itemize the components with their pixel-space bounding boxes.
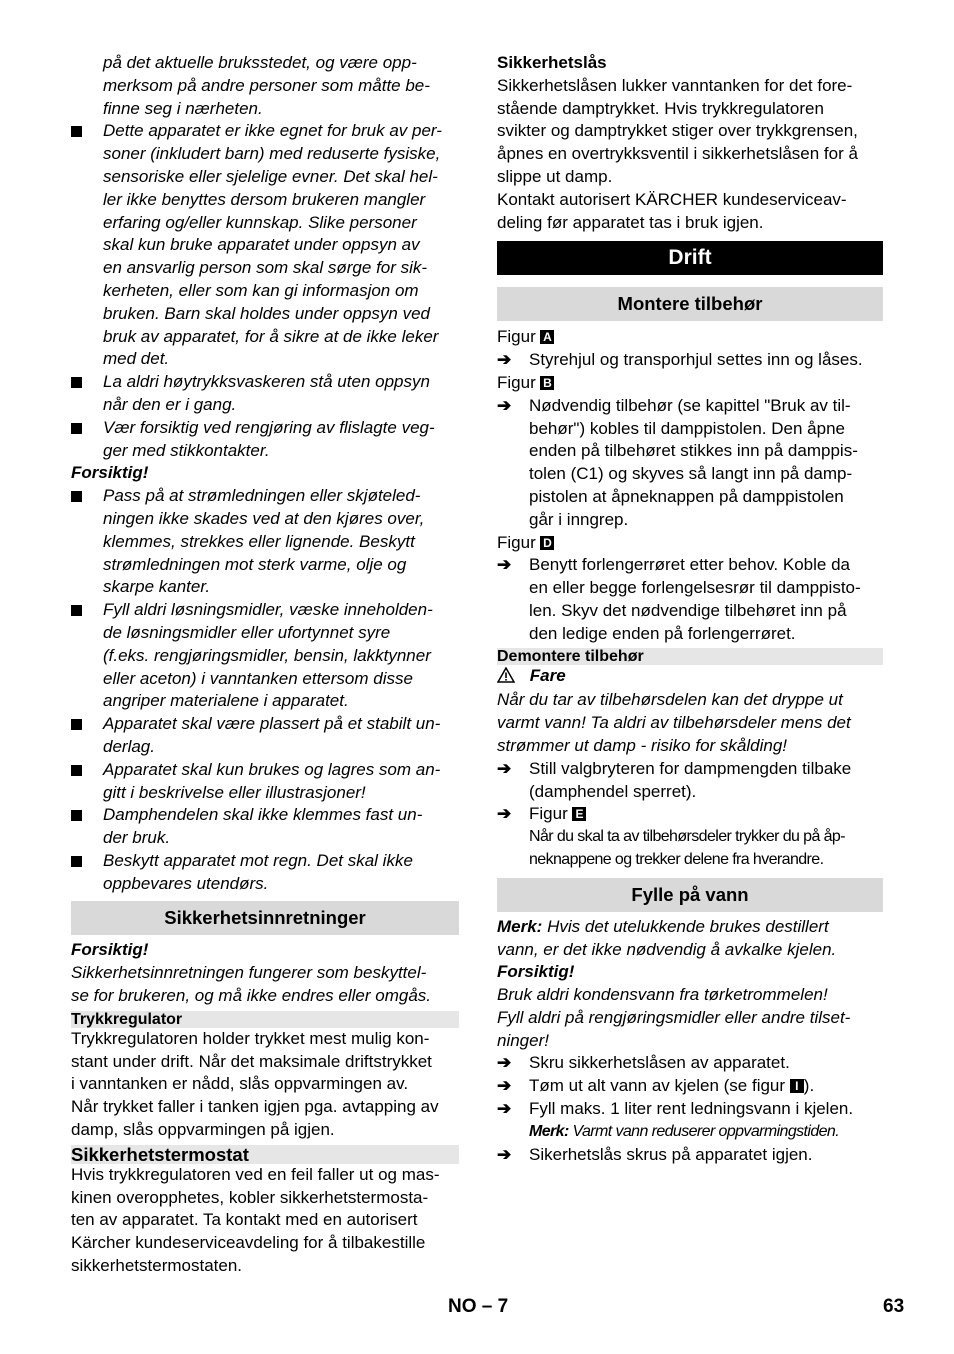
bullet-square-icon: [71, 605, 82, 616]
list-item: Dette apparatet er ikke egnet for bruk av per- soner (inkludert barn) med reduserte fysiske, sensoriske eller sjelelige evner. Det skal hel- ler ikke benyttes dersom brukeren mangler erfaring og/eller kunnskap. Slike personer skal kun bruke apparatet under oppsyn av en ansvarlig person som skal sørge for sik- kerheten, eller som kan gi informasjon om bruken. Barn skal holdes under oppsyn ved bruk av apparatet, for å sikre at de ikke leker med det.: [71, 120, 459, 371]
section-heading-safety: Sikkerhetsinnretninger: [71, 901, 459, 935]
arrow-right-icon: ➔: [497, 758, 512, 778]
list-item: ➔ Figur E Når du skal ta av tilbehørsdeler trykker du på åp- neknappene og trekker delene fra hverandre.: [497, 803, 883, 871]
page-number: 63: [883, 1296, 905, 1317]
subheading-sikkerhetslas: Sikkerhetslås: [497, 53, 607, 72]
figure-d-icon: D: [540, 536, 554, 550]
list-item: Apparatet skal være plassert på et stabilt un- derlag.: [71, 713, 459, 759]
list-item: ➔ Tøm ut alt vann av kjelen (se figur I ).: [497, 1075, 883, 1098]
bullet-square-icon: [71, 719, 82, 730]
figure-a-icon: A: [540, 330, 554, 344]
bullet-square-icon: [71, 856, 82, 867]
list-item: ➔ Benytt forlengerrøret etter behov. Koble da en eller begge forlengelsesrør til dampp​isto- len. Skyv det nødvendige tilbehøret inn på den ledige enden på forlengerrøret.: [497, 554, 883, 645]
list-item: ➔ Sikerhetslås skrus på apparatet igjen.: [497, 1144, 883, 1167]
list-item: ➔ Still valgbryteren for dampmengden tilbake (damphendel sperret).: [497, 758, 883, 804]
section-heading-fylle: Fylle på vann: [497, 878, 883, 912]
arrow-right-icon: ➔: [497, 555, 512, 575]
list-item: ➔ Styrehjul og transporhjul settes inn og låses.: [497, 349, 883, 372]
bullet-list-1: [71, 120, 459, 462]
figure-ref-a: Figur A: [497, 326, 883, 349]
bullet-square-icon: [71, 423, 82, 434]
right-column: Sikkerhetslås Sikkerhetslåsen lukker vanntanken for det fore- stående damptrykket. Hvis trykkregulatoren svikter og damptrykket stiger over trykkgrensen, åpnes en overtrykksventil i sikkerhetslåsen for å slippe ut damp. Kontakt autorisert KÄRCHER kundeserviceav- deling før apparatet tas i bruk igjen. Drift Montere tilbehør Figur A ➔ Styrehjul og transporhjul settes inn og låses. Figur B ➔ Nødvendig tilbehør (se kapittel "Bruk av til- behør") kobles til damppistolen. Den åpne enden på tilbehøret stikkes inn på damppis- tolen (C1) og skyves så langt inn på damp- pistolen at åpneknappen på damppistolen går i inngrep. Figur D ➔ Benytt forlengerrøret etter behov. Koble da en eller begge forlengelsesrør til dampp​isto- len. Skyv det nødvendige tilbehøret inn på den ledige enden på forlengerrøret. Demontere tilbehør Fare Når du tar av tilbehørsdelen kan det dryppe ut varmt vann! Ta aldri av tilbehørsdeler mens det strømmer ut damp - risiko for skålding! ➔ Still valgbryteren for dampmengden tilbake (damphendel sperret). ➔ Figur E Når du skal ta av tilbehørsdeler trykker du på åp- neknappene og trekker delene fra hverandre. Fylle på vann Merk: Hvis det utelukkende brukes destillert vann, er det ikke nødvendig å avkalke kjelen. Forsiktig! Bruk aldri kondensvann fra tørketrommelen! Fyll aldri på rengjøringsmidler eller andre tilset- ninger! ➔ Skru sikkerhetslåsen av apparatet. ➔ Tøm ut alt vann av kjelen (se figur I ). ➔ Fyll maks. 1 liter rent ledningsvann i kjelen. Merk: Varmt vann reduserer oppvarmingstiden. ➔ Sikerhetslås skrus på apparatet igjen.: [497, 52, 883, 1166]
list-item: Apparatet skal kun brukes og lagres som an- gitt i beskrivelse eller illustrasjoner!: [71, 759, 459, 805]
bullet-list-2: [71, 485, 459, 895]
list-item: La aldri høytrykksvaskeren stå uten oppsyn når den er i gang.: [71, 371, 459, 417]
arrow-right-icon: ➔: [497, 1099, 512, 1119]
list-item: ➔ Skru sikkerhetslåsen av apparatet.: [497, 1052, 883, 1075]
list-item: Pass på at strømledningen eller skjøteled- ningen ikke skades ved at den kjøres over, klemmes, strekkes eller lignende. Beskytt strømledningen mot sterk varme, olje og skarpe kanter.: [71, 485, 459, 599]
list-item: Beskytt apparatet mot regn. Det skal ikke oppbevares utendørs.: [71, 850, 459, 896]
warning-triangle-icon: [497, 667, 517, 690]
bullet-square-icon: [71, 126, 82, 137]
list-item: ➔ Nødvendig tilbehør (se kapittel "Bruk av til- behør") kobles til damppistolen. Den åpne enden på tilbehøret stikkes inn på damppis- tolen (C1) og skyves så langt inn på damp- pistolen at åpneknappen på damppistolen går i inngrep.: [497, 395, 883, 532]
figure-e-icon: E: [572, 807, 586, 821]
caution-label: Forsiktig!: [71, 463, 149, 483]
bullet-square-icon: [71, 765, 82, 776]
subheading-sikkerhetstermostat: Sikkerhetstermostat: [71, 1145, 459, 1164]
list-item: Damphendelen skal ikke klemmes fast un- der bruk.: [71, 804, 459, 850]
section-heading-montere: Montere tilbehør: [497, 287, 883, 321]
list-item: Fyll aldri løsningsmidler, væske inneholden- de løsningsmidler eller ufortynnet syre (f.eks. rengjøringsmidler, bensin, lakktynner eller aceton) i vanntanken ettersom disse angriper materialene i apparatet.: [71, 599, 459, 713]
footer-section-label: NO – 7: [448, 1296, 509, 1317]
arrow-right-icon: ➔: [497, 1144, 512, 1164]
section-heading-drift: Drift: [497, 241, 883, 275]
danger-label: Fare: [497, 665, 883, 690]
note-paragraph: Merk: Hvis det utelukkende brukes destillert: [497, 916, 829, 936]
sikkerhetslas-text: Sikkerhetslåsen lukker vanntanken for det fore- stående damptrykket. Hvis trykkregulatoren svikter og damptrykket stiger over trykkgrensen, åpnes en overtrykksventil i sikkerhetslåsen for å slippe ut damp. Kontakt autorisert KÄRCHER kundeserviceav- deling før apparatet tas i bruk igjen.: [497, 75, 858, 232]
arrow-right-icon: ➔: [497, 395, 512, 415]
sikkerhetstermostat-text: Hvis trykkregulatoren ved en feil faller ut og mas- kinen overopphetes, kobler sikkerhetstermosta- ten av apparatet. Ta kontakt med en autorisert Kärcher kundeserviceavdeling for å tilbakestille sikkerhetstermostaten.: [71, 1164, 440, 1276]
arrow-right-icon: ➔: [497, 350, 512, 370]
caution-label: Forsiktig!: [71, 940, 149, 960]
bullet-square-icon: [71, 377, 82, 388]
figure-i-icon: I: [790, 1079, 804, 1093]
arrow-right-icon: ➔: [497, 1053, 512, 1073]
list-item: Vær forsiktig ved rengjøring av flislagte veg- ger med stikkontakter.: [71, 417, 459, 463]
subheading-trykkregulator: Trykkregulator: [71, 1011, 459, 1028]
caution-label: Forsiktig!: [497, 962, 575, 982]
figure-b-icon: B: [540, 376, 554, 390]
figure-ref-d: Figur D: [497, 532, 883, 555]
list-item: ➔ Fyll maks. 1 liter rent ledningsvann i kjelen. Merk: Varmt vann reduserer oppvarmingstiden.: [497, 1098, 883, 1144]
intro-paragraph: på det aktuelle bruksstedet, og være opp- merksom på andre personer som måtte be- finne seg i nærheten.: [103, 53, 430, 118]
subheading-demontere: Demontere tilbehør: [497, 648, 883, 665]
figure-ref-b: Figur B: [497, 372, 883, 395]
left-column: på det aktuelle bruksstedet, og være opp- merksom på andre personer som måtte be- finne seg i nærheten. Dette apparatet er ikke egnet for bruk av per- soner (inkludert barn) med reduserte fysiske, sensoriske eller sjelelige evner. Det skal hel- ler ikke benyttes dersom brukeren mangler erfaring og/eller kunnskap. Slike personer skal kun bruke apparatet under oppsyn av en ansvarlig person som skal sørge for sik- kerheten, eller som kan gi informasjon om bruken. Barn skal holdes under oppsyn ved bruk av apparatet, for å sikre at de ikke leker med det. La aldri høytrykksvaskeren stå uten oppsyn når den er i gang. Vær forsiktig ved rengjøring av flislagte veg- ger med stikkontakter. Forsiktig! Pass på at strømledningen eller skjøteled- ningen ikke skades ved at den kjøres over, klemmes, strekkes eller lignende. Beskytt strømledningen mot sterk varme, olje og skarpe kanter. Fyll aldri løsningsmidler, væske inneholden- de løsningsmidler eller ufortynnet syre (f.eks. rengjøringsmidler, bensin, lakktynner eller aceton) i vanntanken ettersom disse angriper materialene i apparatet. Apparatet skal være plassert på et stabilt un- derlag. Apparatet skal kun brukes og lagres som an- gitt i beskrivelse eller illustrasjoner! Damphendelen skal ikke klemmes fast un- der bruk. Beskytt apparatet mot regn. Det skal ikke oppbevares utendørs. Sikkerhetsinnretninger Forsiktig! Sikkerhetsinnretningen fungerer som beskyttel- se for brukeren, og må ikke endres eller omgås. Trykkregulator Trykkregulatoren holder trykket mest mulig kon- stant under drift. Når det maksimale driftstrykket i vanntanken er nådd, slås oppvarmingen av. Når trykket faller i tanken igjen pga. avtapping av damp, slås oppvarmingen på igjen. Sikkerhetstermostat Hvis trykkregulatoren ved en feil faller ut og mas- kinen overopphetes, kobler sikkerhetstermosta- ten av apparatet. Ta kontakt med en autorisert Kärcher kundeserviceavdeling for å tilbakestille sikkerhetstermostaten.: [71, 52, 459, 1278]
bullet-square-icon: [71, 491, 82, 502]
bullet-square-icon: [71, 810, 82, 821]
arrow-right-icon: ➔: [497, 804, 512, 824]
arrow-right-icon: ➔: [497, 1076, 512, 1096]
trykkregulator-text: Trykkregulatoren holder trykket mest mulig kon- stant under drift. Når det maksimale driftstrykket i vanntanken er nådd, slås oppvarmingen av. Når trykket faller i tanken igjen pga. avtapping av damp, slås oppvarmingen på igjen.: [71, 1028, 439, 1140]
